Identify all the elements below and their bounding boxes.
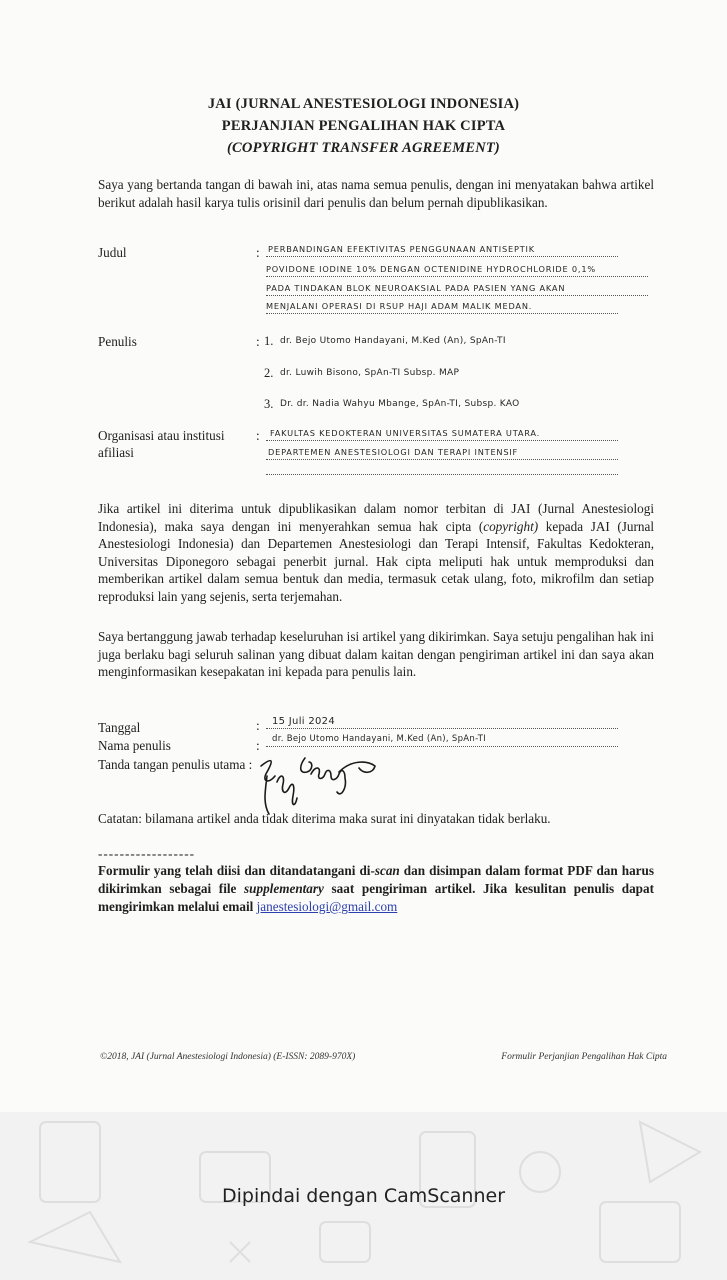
penulis-num-1: 1. (264, 334, 274, 348)
judul-line-2: POVIDONE IODINE 10% DENGAN OCTENIDINE HYDROCHLORIDE 0,1% (266, 264, 596, 274)
judul-colon: : (256, 245, 260, 260)
responsibility-paragraph: Saya bertanggung jawab terhadap keseluruhan isi artikel yang dikirimkan. Saya setuju pengalihan hak ini juga berlaku bagi seluruh salinan yang dibuat dalam kaitan dengan pengiriman artikel ini dan saya akan menginformasikan kesepakatan ini kepada para penulis lain. (98, 629, 654, 679)
form-title: PERJANJIAN PENGALIHAN HAK CIPTA (221, 118, 506, 134)
submission-instructions (98, 862, 654, 916)
org-line-2: DEPARTEMEN ANESTESIOLOGI DAN TERAPI INTENSIF (268, 447, 519, 457)
camscanner-label: Dipindai dengan CamScanner (221, 1185, 506, 1207)
tanda-tangan-label: Tanda tangan penulis utama : (98, 757, 253, 772)
footer-copyright: ©2018, JAI (Jurnal Anestesiologi Indonesia) (E-ISSN: 2089-970X) (100, 1052, 356, 1062)
org-colon: : (256, 428, 260, 443)
instructions-text-a: Formulir yang telah diisi dan ditandatangani di- (98, 863, 375, 878)
penulis-label: Penulis (98, 334, 137, 349)
journal-title: JAI (JURNAL ANESTESIOLOGI INDONESIA) (207, 96, 520, 112)
org-label: Organisasi atau institusi (98, 428, 225, 443)
judul-label: Judul (98, 245, 127, 260)
judul-line-1: PERBANDINGAN EFEKTIVITAS PENGGUNAAN ANTISEPTIK (268, 244, 535, 254)
judul-dotline-4 (266, 313, 618, 314)
copyright-transfer-paragraph (98, 500, 654, 605)
org-dotline-3 (266, 474, 618, 475)
paragraph-text-c: kepada JAI (Jurnal Anestesiologi Indonesia) dan Departemen Anestesiologi dan Terapi Intensif, Fakultas Kedokteran, Universitas Diponegoro sebagai penerbit jurnal. Hak cipta meliputi hak untuk memproduksi dan memberikan artikel dalam semua bentuk dan media, termasuk cetak ulang, foto, mikrofilm dan setiap reproduksi lain yang sejenis, serta terjemahan. (98, 518, 654, 604)
penulis-name-3: Dr. dr. Nadia Wahyu Mbange, SpAn-TI, Subsp. KAO (280, 399, 520, 409)
org-dotline-2 (266, 459, 618, 460)
scan-term: scan (374, 863, 400, 878)
tanggal-colon: : (256, 718, 260, 733)
nama-colon: : (256, 738, 260, 753)
tanggal-value: 15 Juli 2024 (272, 716, 335, 727)
paragraph-text-a: Jika artikel ini diterima untuk dipublikasikan dalam nomor terbitan di JAI (Jurnal Anestesiologi Indonesia), maka saya dengan ini menyerahkan semua hak cipta ( (98, 501, 654, 534)
judul-dotline-3 (266, 295, 648, 296)
nama-penulis-label: Nama penulis (98, 738, 171, 753)
nama-dotline (266, 746, 618, 747)
separator-line: ------------------ (98, 846, 196, 861)
org-label-affiliation: afiliasi (98, 445, 134, 460)
penulis-num-3: 3. (264, 397, 274, 411)
judul-line-4: MENJALANI OPERASI DI RSUP HAJI ADAM MALIK MEDAN. (266, 301, 533, 311)
copyright-term: copyright) (483, 518, 539, 534)
instructions-text-e: saat pengiriman artikel. Jika kesulitan penulis dapat mengirimkan melalui email (98, 881, 654, 914)
supplementary-term: supplementary (244, 881, 324, 896)
instructions-text-c: dan disimpan dalam format PDF dan harus dikirimkan sebagai file (98, 863, 654, 896)
org-dotline-1 (266, 440, 618, 441)
tanggal-label: Tanggal (98, 720, 141, 735)
judul-dotline-1 (266, 256, 618, 257)
form-subtitle: (COPYRIGHT TRANSFER AGREEMENT) (227, 140, 500, 156)
penulis-num-2: 2. (264, 366, 274, 380)
email-link[interactable]: janestesiologi@gmail.com (256, 899, 398, 914)
penulis-colon: : (256, 334, 260, 349)
tanggal-dotline (266, 728, 618, 729)
penulis-name-1: dr. Bejo Utomo Handayani, M.Ked (An), SpAn-TI (280, 336, 506, 346)
footer-form-name: Formulir Perjanjian Pengalihan Hak Cipta (501, 1052, 667, 1062)
intro-paragraph: Saya yang bertanda tangan di bawah ini, atas nama semua penulis, dengan ini menyatakan bahwa artikel berikut adalah hasil karya tulis orisinil dari penulis dan belum pernah dipublikasikan. (98, 177, 654, 210)
judul-line-3: PADA TINDAKAN BLOK NEUROAKSIAL PADA PASIEN YANG AKAN (266, 283, 566, 293)
org-line-1: FAKULTAS KEDOKTERAN UNIVERSITAS SUMATERA UTARA. (270, 428, 541, 438)
penulis-name-2: dr. Luwih Bisono, SpAn-TI Subsp. MAP (280, 368, 460, 378)
judul-dotline-2 (266, 276, 648, 277)
nama-penulis-value: dr. Bejo Utomo Handayani, M.Ked (An), SpAn-TI (272, 734, 486, 744)
catatan-note: Catatan: bilamana artikel anda tidak diterima maka surat ini dinyatakan tidak berlaku. (98, 811, 551, 826)
